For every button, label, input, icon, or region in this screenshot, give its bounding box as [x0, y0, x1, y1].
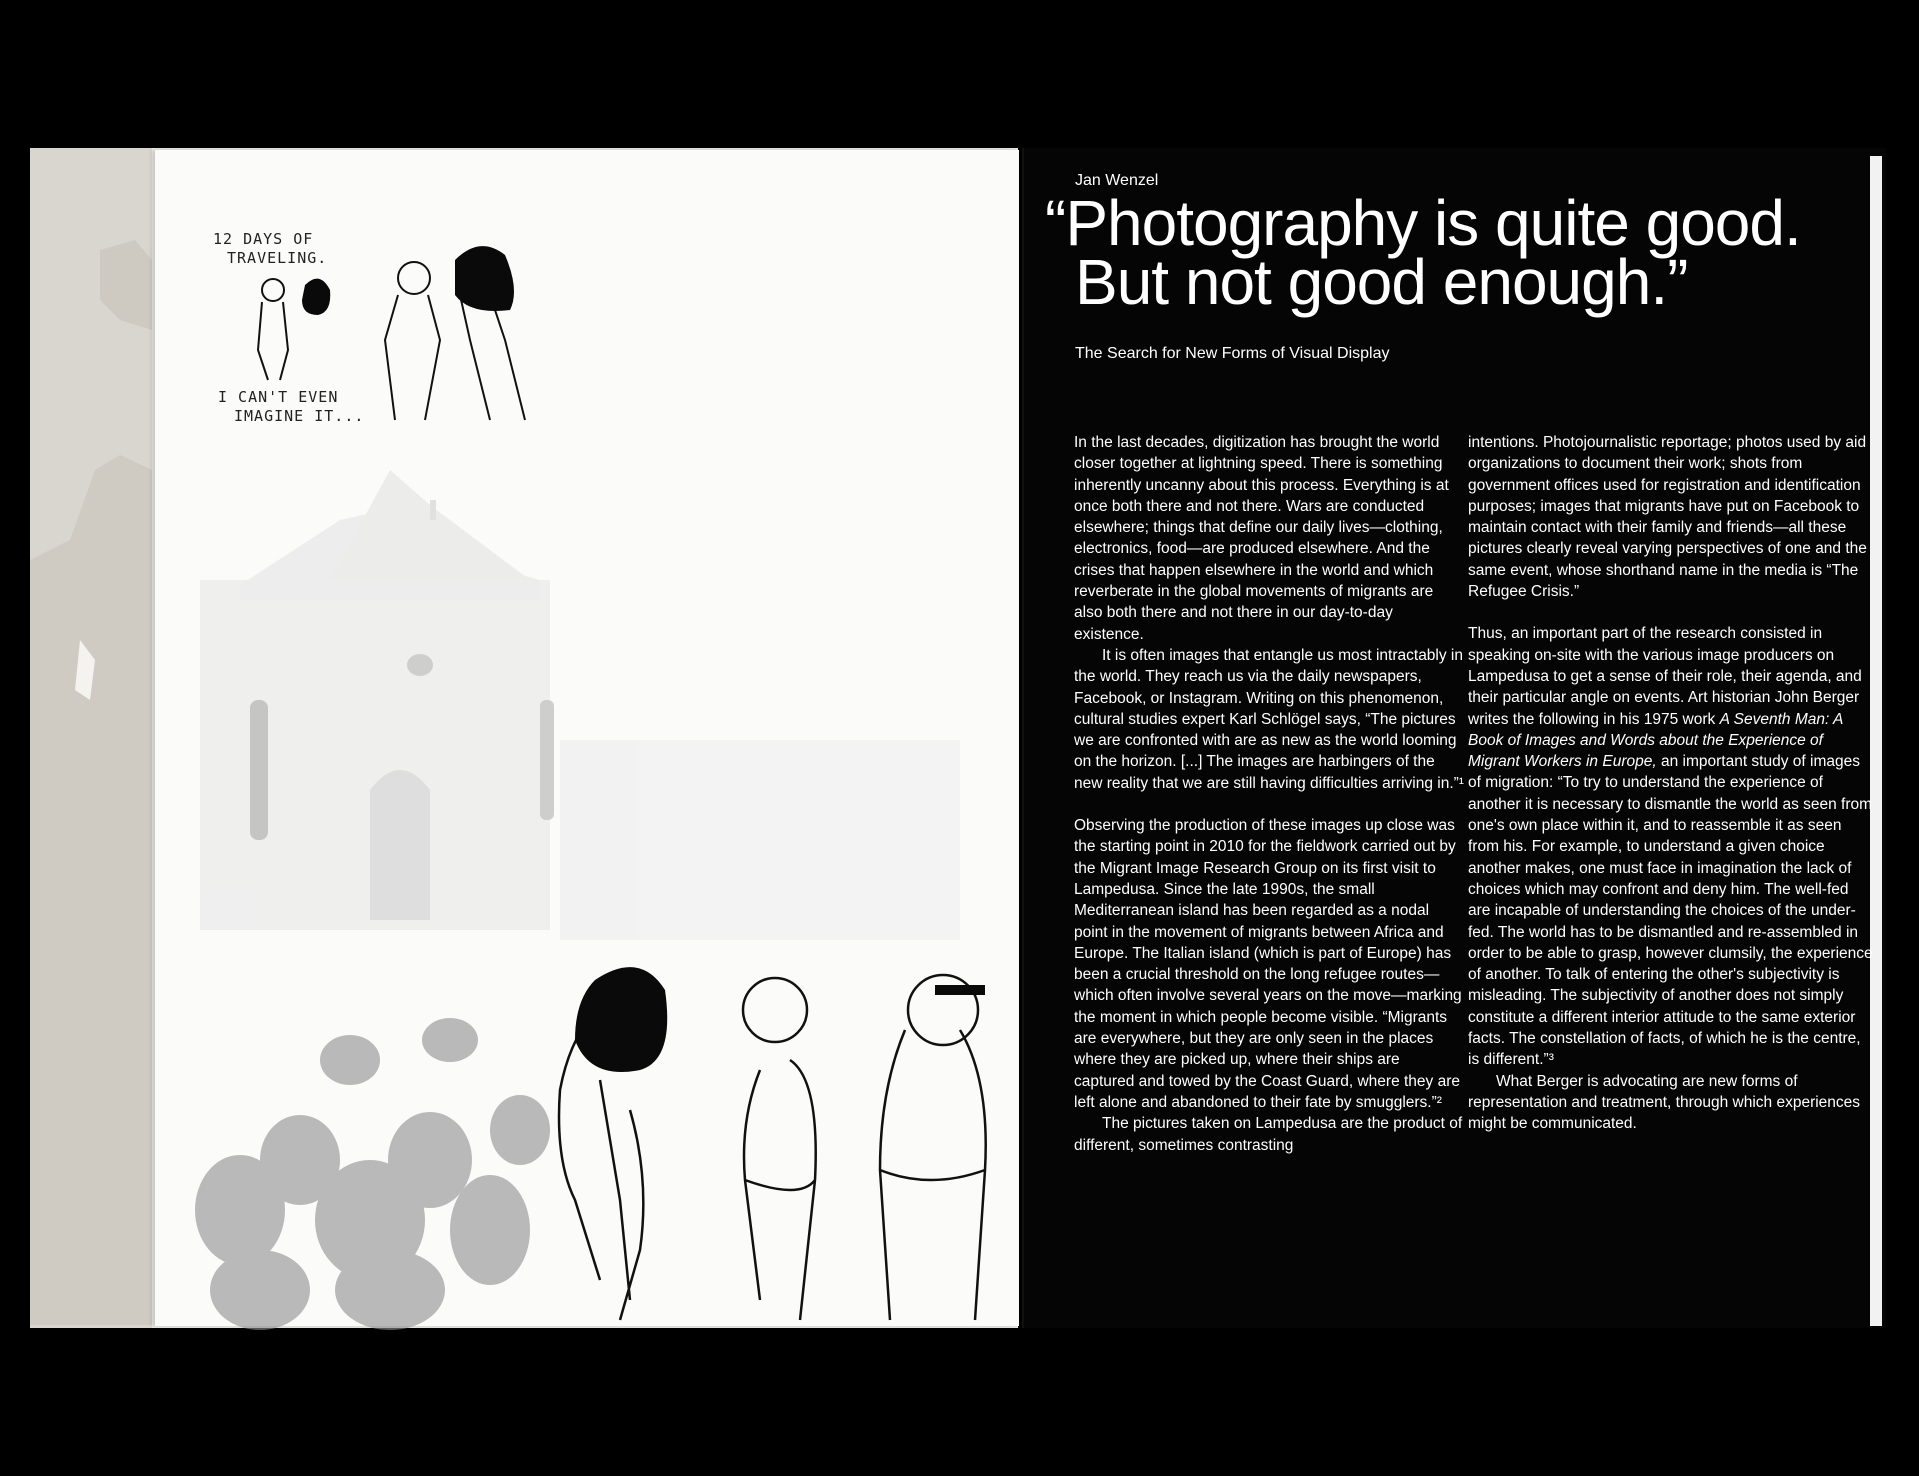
dark-hair-figure	[575, 967, 667, 1072]
caption-line: I CAN'T EVEN	[218, 388, 339, 406]
sunglasses-icon	[935, 985, 985, 995]
dark-hair-medium	[455, 246, 514, 311]
paragraph: Observing the production of these images up close was the starting point in 2010 for the fieldwork carried out by the Migrant Image Research Group on its first visit to Lampedusa. Since the late 1990s, the small Mediterranean island has been regarded as a nodal point in the movement of migrants between Africa and Europe. The Italian island (which is part of Europe) has been a crucial threshold on the long refugee routes—which often involve several years on the move—marking the moment in which people become visible. “Migrants are everywhere, but they are only seen in the places where they are picked up, where their ships are captured and towed by the Coast Guard, where they are left alone and abandoned to their fate by smugglers.”²	[1074, 817, 1462, 1111]
caption-line: 12 DAYS OF	[213, 230, 314, 248]
comic-caption-bottom	[218, 388, 364, 426]
title-line: “Photography is quite good.	[1045, 187, 1801, 259]
article-title	[1045, 187, 1801, 318]
crowd-drawing	[195, 1018, 550, 1330]
article-column-left	[1074, 432, 1464, 1156]
title-line: But not good enough.”	[1075, 246, 1688, 318]
paragraph	[1468, 623, 1873, 1070]
article-column-right	[1468, 432, 1873, 1135]
paragraph: What Berger is advocating are new forms of representation and treatment, through which experiences might be communicated.	[1468, 1072, 1861, 1133]
caption-line: TRAVELING.	[227, 249, 328, 267]
article-subtitle: The Search for New Forms of Visual Display	[1075, 345, 1390, 362]
article-author: Jan Wenzel	[1075, 172, 1159, 189]
paragraph-text: Thus, an important part of the research consisted in speaking on-site with the various image producers on Lampedusa to get a sense of their role, their agenda, and their particular angle on events. Art historian John Berger writes the following in his 1975 work	[1468, 625, 1862, 728]
church-drawing	[200, 470, 960, 940]
paragraph: intentions. Photojournalistic reportage; photos used by aid organizations to document their work; shots from government offices used for registration and identification purposes; images that migrants have put on Facebook to maintain contact with their family and friends—all these pictures clearly reveal varying perspectives of one and the same event, whose shorthand name in the media is “The Refugee Crisis.”	[1468, 434, 1867, 601]
dark-hair-small	[302, 279, 330, 315]
paragraph: In the last decades, digitization has brought the world closer together at lightning speed. There is something inherently uncanny about this process. Everything is at once both there and not there. Wars are conducted elsewhere; things that define our daily lives—clothing, electronics, food—are produced elsewhere. And the crises that happen elsewhere in the world and which reverberate in the global movements of migrants are also both there and not there in our day-to-day existence.	[1074, 434, 1449, 643]
caption-line: IMAGINE IT...	[234, 407, 365, 425]
book-title: A Seventh Man: A Book of Images and Words about the Experience of Migrant Workers in Europe,	[1468, 710, 1843, 771]
paragraph-text: an important study of images of migration: “To try to understand the experience of another it is necessary to dismantle the world as seen from one's own place within it, and to reassemble it as seen from his. For example, to understand a given choice another makes, one must face in imagination the lack of choices which may confront and deny him. The well-fed are incapable of understanding the choices of the under-fed. The world has to be dismantled and re-assembled in order to be able to grasp, however clumsily, the experience of another. To talk of entering the other's subjectivity is misleading. The subjectivity of another does not simply constitute a different interior attitude to the same exterior facts. The constellation of facts, of which he is the centre, is different.”³	[1468, 753, 1873, 1069]
comic-caption-top	[213, 230, 327, 268]
paragraph: It is often images that entangle us most intractably in the world. They reach us via the daily newspapers, Facebook, or Instagram. Writing on this phenomenon, cultural studies expert Karl Schlögel says, “The pictures we are confronted with are as new as the world looming on the horizon. [...] The images are harbingers of the new reality that we are still having difficulties arriving in.”¹	[1074, 646, 1464, 792]
paragraph: The pictures taken on Lampedusa are the product of different, sometimes contrasting	[1074, 1115, 1463, 1154]
